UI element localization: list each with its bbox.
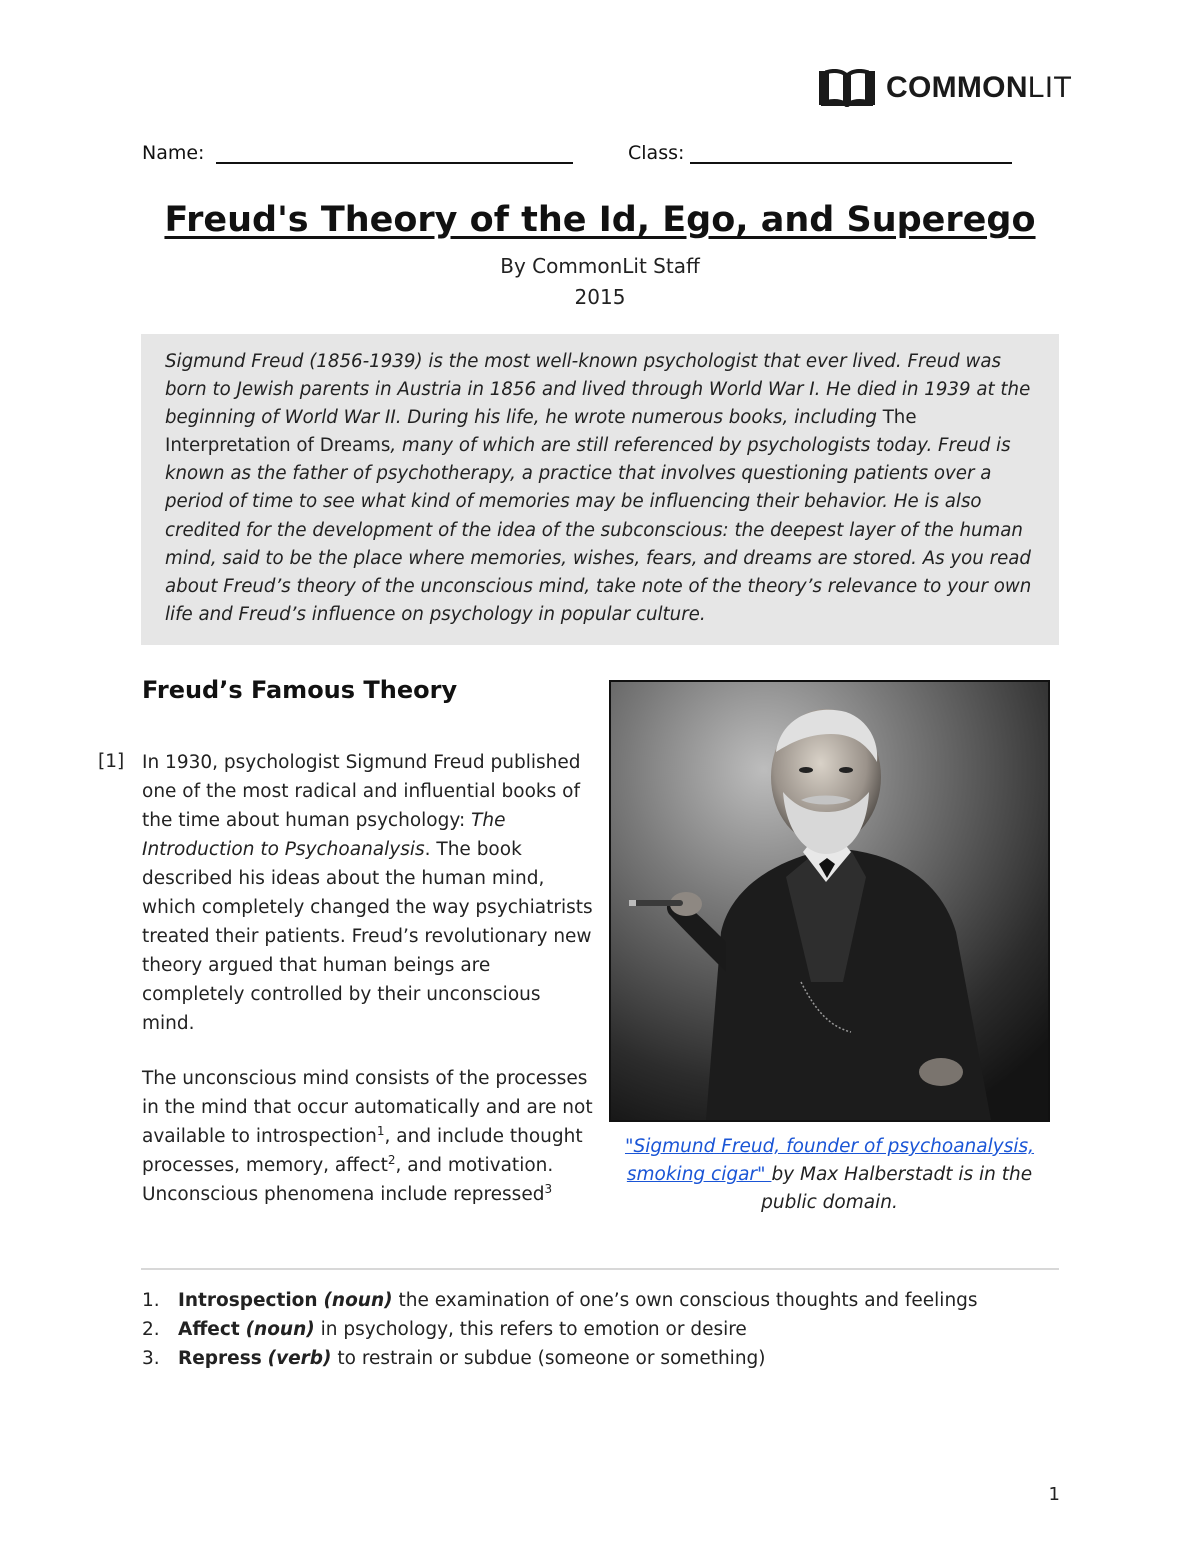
commonlit-logo [818, 68, 1072, 108]
footnote-item: 1. Introspection (noun) the examination of one’s own conscious thoughts and feelings [142, 1290, 978, 1311]
intro-book-title: The Interpretation of Dreams [165, 407, 917, 457]
footnotes-list [142, 1286, 1042, 1373]
logo-wordmark: COMMONLIT [886, 71, 1073, 104]
freud-portrait-photo [609, 680, 1050, 1122]
footnotes-divider [141, 1268, 1059, 1270]
byline: By CommonLit Staff [500, 254, 700, 278]
publication-year: 2015 [574, 285, 626, 309]
name-field-line[interactable] [216, 162, 573, 164]
portrait-illustration [611, 682, 1048, 1120]
footnote-term: Repress [178, 1348, 262, 1369]
book-title: The Introduction to Psychoanalysis [142, 810, 506, 860]
footnote-item: 2. Affect (noun) in psychology, this refers to emotion or desire [142, 1319, 747, 1340]
footnote-item: 3. Repress (verb) to restrain or subdue (someone or something) [142, 1348, 766, 1369]
footnote-ref-3[interactable]: 3 [544, 1181, 553, 1196]
paragraph-1: In 1930, psychologist Sigmund Freud published one of the most radical and influential books of the time about human psychology: The Introduction to Psychoanalysis. The book described his ideas about the human mind, which completely changed the way psychiatrists treated their patients. Freud’s revolutionary new theory argued that human beings are completely controlled by their unconscious mind. [142, 752, 593, 1034]
footnote-ref-2[interactable]: 2 [387, 1152, 396, 1167]
footnote-ref-1[interactable]: 1 [376, 1123, 385, 1138]
name-label: Name: [142, 142, 205, 164]
footnote-term: Affect [178, 1319, 240, 1340]
intro-box [141, 334, 1059, 645]
paragraph-number: [1] [98, 751, 125, 772]
intro-text: Sigmund Freud (1856-1939) is the most well-known psychologist that ever lived. Freud was born to Jewish parents in Austria in 1856 and lived through World War I. He died in 1939 at the beginning of World War II. During his life, he wrote numerous books, including The Interpretation of Dreams, many of which are still referenced by psychologists today. Freud is known as the father of psychotherapy, a practice that involves questioning patients over a period of time to see what kind of memories may be influencing their behavior. He is also credited for the development of the idea of the subconscious: the deepest layer of the human mind, said to be the place where memories, wishes, fears, and dreams are stored. As you read about Freud’s theory of the unconscious mind, take note of the theory’s relevance to your own life and Freud’s influence on psychology in popular culture. [165, 351, 1032, 625]
page-title: Freud's Theory of the Id, Ego, and Superego [164, 200, 1036, 240]
paragraph-2: The unconscious mind consists of the processes in the mind that occur automatically and are not available to introspection$^1$, and include thought processes, memory, affect$^2$, and motivation. Unconscious phenomena include repressed$^3$ [142, 1068, 593, 1205]
class-field-line[interactable] [690, 162, 1012, 164]
open-book-icon [818, 69, 876, 107]
section-heading: Freud’s Famous Theory [142, 676, 458, 704]
photo-caption: "Sigmund Freud, founder of psychoanalysis, smoking cigar" by Max Halberstadt is in the public domain. [624, 1136, 1035, 1213]
class-label: Class: [628, 142, 685, 164]
caption-link[interactable]: "Sigmund Freud, founder of psychoanalysis, smoking cigar" [624, 1136, 1035, 1185]
footnote-term: Introspection [178, 1290, 318, 1311]
page-number: 1 [1048, 1484, 1060, 1505]
